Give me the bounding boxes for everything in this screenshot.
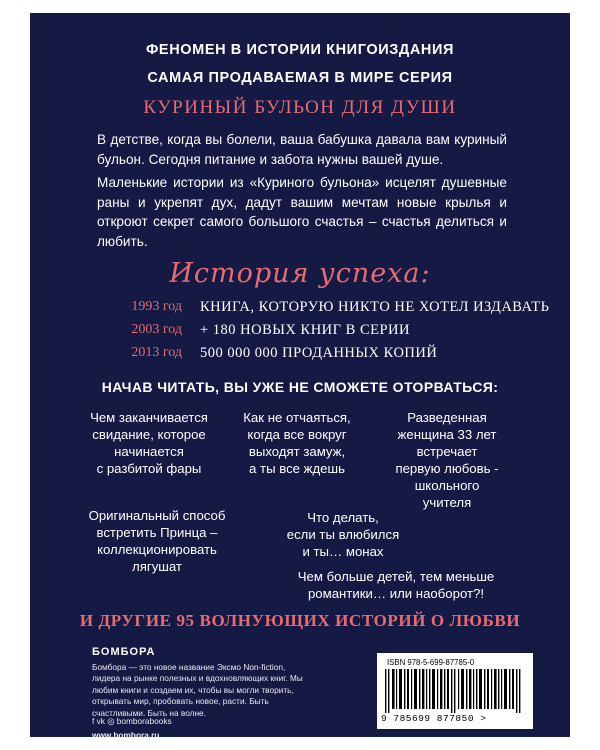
timeline-year: 1993 год xyxy=(131,299,182,314)
story-teaser: Разведенная женщина 33 лет встречает первую любовь - школьного учителя xyxy=(395,410,499,510)
success-title: История успеха: xyxy=(169,258,431,289)
story-teaser: Как не отчаяться, когда все вокруг выходят замуж, а ты все ждешь xyxy=(243,410,351,476)
intro-paragraph: В детстве, когда вы болели, ваша бабушка давала вам куриный бульон. Сегодня питание и забота нужны вашей душе. xyxy=(97,132,507,167)
timeline-text: + 180 НОВЫХ КНИГ В СЕРИИ xyxy=(200,322,410,338)
timeline-row xyxy=(30,322,570,342)
publisher-logo: БОМБОРА xyxy=(92,646,156,658)
series-title: КУРИНЫЙ БУЛЬОН ДЛЯ ДУШИ xyxy=(143,97,457,118)
book-back-cover xyxy=(30,13,570,737)
timeline-text: КНИГА, КОТОРУЮ НИКТО НЕ ХОТЕЛ ИЗДАВАТЬ xyxy=(200,299,550,315)
timeline-row xyxy=(30,299,570,319)
timeline-row xyxy=(30,345,570,365)
timeline-year: 2003 год xyxy=(131,322,182,337)
barcode-panel xyxy=(377,653,533,729)
story-teaser: Оригинальный способ встретить Принца – коллекционировать лягушат xyxy=(88,508,226,574)
social-handle[interactable]: f vk ◎ bomborabooks xyxy=(92,716,172,726)
description-paragraph: Маленькие истории из «Куриного бульона» исцелят душевные раны и укрепят дух, дадут вашим мечтам новые крылья и откроют секрет самого большого счастья – счастья делиться и любить. xyxy=(97,175,507,249)
headline-phenomenon: ФЕНОМЕН В ИСТОРИИ КНИГОИЗДАНИЯ xyxy=(145,42,455,58)
publisher-description: Бомбора — это новое название Эксмо Non-fiction, лидера на рынке полезных и вдохновляющих книг. Мы любим книги и создаем их, чтобы вы могли творить, открывать мир, пробовать новое, расти. Быть счастливыми. Быть на волне. xyxy=(92,662,303,718)
timeline-text: 500 000 000 ПРОДАННЫХ КОПИЙ xyxy=(200,345,438,361)
more-stories-tagline: И ДРУГИЕ 95 ВОЛНУЮЩИХ ИСТОРИЙ О ЛЮБВИ xyxy=(79,611,521,630)
timeline-year: 2013 год xyxy=(131,345,182,360)
barcode-digits: 9 785699 877850 > xyxy=(381,713,487,724)
isbn-number: ISBN 978-5-699-87785-0 xyxy=(387,658,475,667)
story-teaser: Чем заканчивается свидание, которое начинается с разбитой фары xyxy=(90,410,208,476)
website-link[interactable]: www.bombora.ru xyxy=(92,730,160,737)
call-to-action: НАЧАВ ЧИТАТЬ, ВЫ УЖЕ НЕ СМОЖЕТЕ ОТОРВАТЬСЯ: xyxy=(101,379,499,395)
barcode-graphic xyxy=(383,669,527,713)
story-teaser: Что делать, если ты влюбился и ты… монах xyxy=(286,510,400,559)
headline-bestselling: САМАЯ ПРОДАВАЕМАЯ В МИРЕ СЕРИЯ xyxy=(147,70,453,86)
story-teaser: Чем больше детей, тем меньше романтики… или наоборот?! xyxy=(297,569,495,601)
